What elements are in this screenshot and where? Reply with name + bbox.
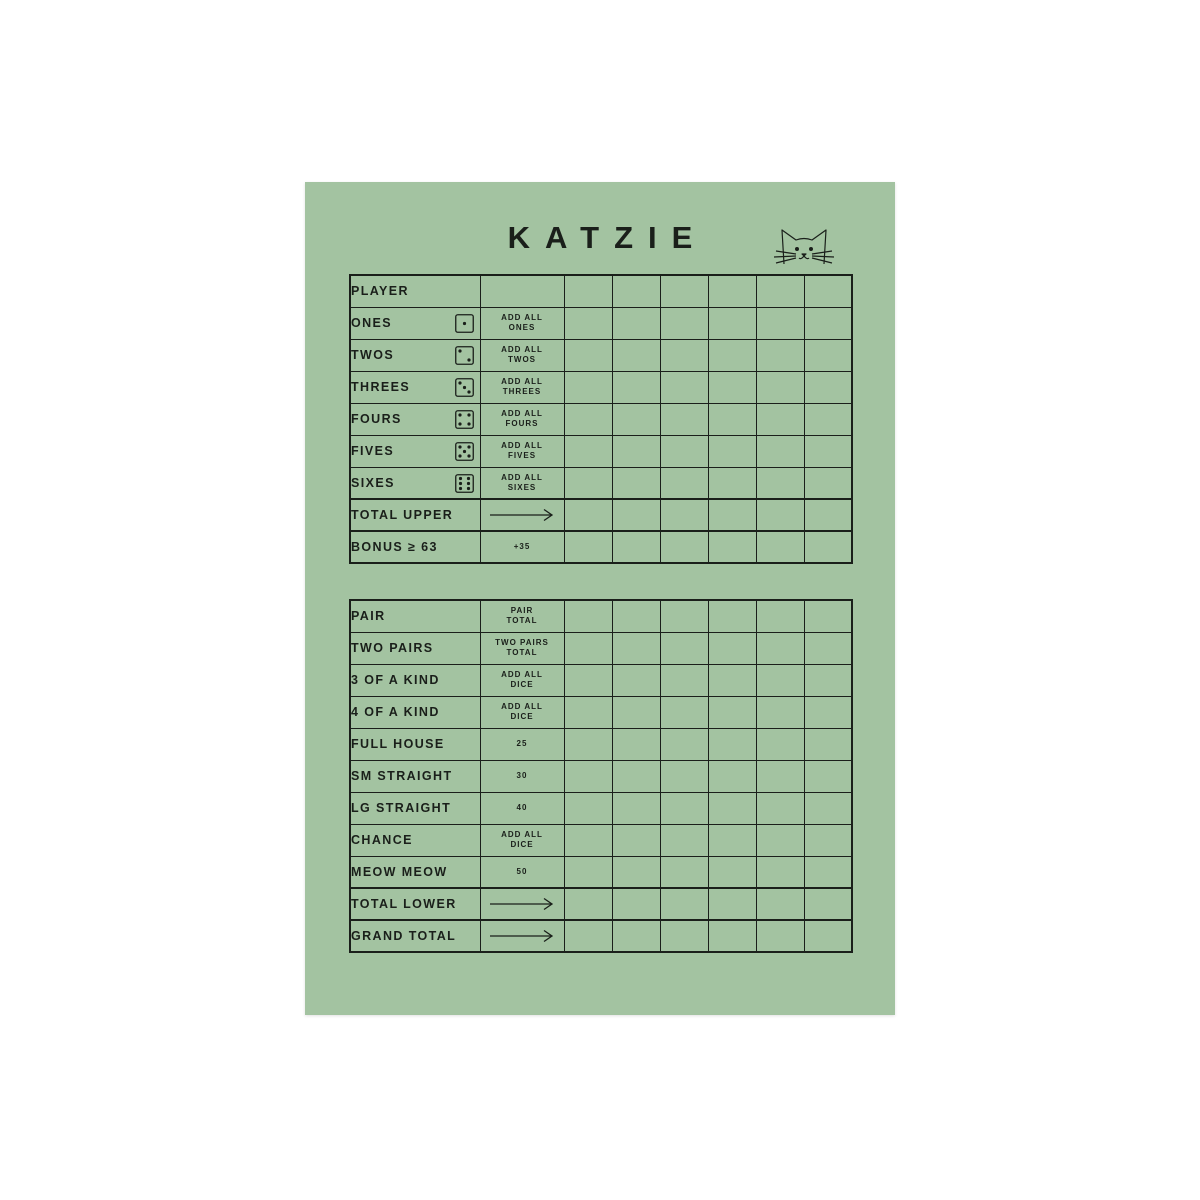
score-cell[interactable] [756, 499, 804, 531]
score-row-chance [350, 824, 852, 856]
score-cell[interactable] [756, 371, 804, 403]
score-row-sm-straight [350, 760, 852, 792]
row-label [350, 467, 480, 499]
score-cell[interactable] [612, 728, 660, 760]
row-label [350, 888, 480, 920]
row-label-text: BONUS ≥ 63 [351, 540, 438, 554]
arrow-cell [480, 888, 564, 920]
score-cell[interactable] [756, 435, 804, 467]
score-row-bonus-63 [350, 531, 852, 563]
score-cell[interactable] [612, 435, 660, 467]
row-label-text: PLAYER [351, 284, 409, 299]
score-row-total-lower [350, 888, 852, 920]
score-cell[interactable] [756, 728, 804, 760]
score-cell[interactable] [612, 403, 660, 435]
score-cell[interactable] [756, 531, 804, 563]
row-label [350, 824, 480, 856]
score-cell[interactable] [612, 664, 660, 696]
score-cell[interactable] [564, 275, 612, 307]
score-cell[interactable] [660, 696, 708, 728]
row-label-text: SM STRAIGHT [351, 769, 453, 783]
scoring-rule: ADD ALL THREES [480, 371, 564, 403]
score-cell[interactable] [804, 664, 852, 696]
die-five-icon [455, 442, 474, 461]
score-cell[interactable] [708, 632, 756, 664]
score-cell[interactable] [564, 339, 612, 371]
score-cell[interactable] [708, 696, 756, 728]
score-cell[interactable] [564, 920, 612, 952]
scoring-rule: ADD ALL FIVES [480, 435, 564, 467]
scoring-rule: +35 [480, 531, 564, 563]
scoring-rule: 30 [480, 760, 564, 792]
score-cell[interactable] [756, 760, 804, 792]
die-three-icon [455, 378, 474, 397]
score-cell[interactable] [564, 888, 612, 920]
row-label [350, 760, 480, 792]
score-cell[interactable] [564, 760, 612, 792]
score-cell[interactable] [564, 371, 612, 403]
score-cell[interactable] [756, 403, 804, 435]
score-row-twos [350, 339, 852, 371]
score-cell[interactable] [564, 728, 612, 760]
score-cell[interactable] [564, 792, 612, 824]
row-label-text: SIXES [351, 475, 395, 490]
score-cell[interactable] [756, 467, 804, 499]
score-cell[interactable] [708, 920, 756, 952]
score-cell[interactable] [564, 696, 612, 728]
score-cell[interactable] [804, 307, 852, 339]
score-cell[interactable] [708, 824, 756, 856]
row-label-text: THREES [351, 380, 411, 394]
cat-face-icon [772, 220, 836, 274]
score-cell[interactable] [708, 371, 756, 403]
score-cell[interactable] [756, 600, 804, 632]
scorecard [305, 182, 895, 1015]
row-label-text: ONES [351, 316, 393, 330]
score-cell[interactable] [564, 824, 612, 856]
die-six-icon [455, 474, 474, 493]
row-label-text: TWO PAIRS [351, 641, 434, 655]
row-label [350, 531, 480, 563]
row-label-text: CHANCE [351, 833, 413, 847]
row-label [350, 728, 480, 760]
score-cell[interactable] [804, 792, 852, 824]
score-cell[interactable] [756, 920, 804, 952]
score-row-3-of-a-kind [350, 664, 852, 696]
score-cell[interactable] [756, 664, 804, 696]
score-cell[interactable] [612, 499, 660, 531]
score-cell[interactable] [612, 531, 660, 563]
score-cell[interactable] [660, 888, 708, 920]
score-cell[interactable] [804, 275, 852, 307]
scoring-rule: ADD ALL DICE [480, 664, 564, 696]
score-cell[interactable] [804, 403, 852, 435]
score-row-ones [350, 307, 852, 339]
score-cell[interactable] [612, 888, 660, 920]
score-cell[interactable] [708, 728, 756, 760]
score-cell[interactable] [660, 531, 708, 563]
score-cell[interactable] [804, 600, 852, 632]
row-label [350, 920, 480, 952]
upper-section-table [349, 274, 853, 564]
scoring-rule: TWO PAIRS TOTAL [480, 632, 564, 664]
score-cell[interactable] [612, 920, 660, 952]
score-cell[interactable] [660, 467, 708, 499]
scoring-rule: ADD ALL FOURS [480, 403, 564, 435]
die-one-icon [455, 314, 474, 333]
score-row-full-house [350, 728, 852, 760]
row-label-text: TOTAL UPPER [351, 508, 454, 522]
score-cell[interactable] [708, 760, 756, 792]
score-cell[interactable] [756, 888, 804, 920]
score-cell[interactable] [612, 600, 660, 632]
score-cell[interactable] [660, 760, 708, 792]
die-four-icon [455, 410, 474, 429]
score-cell[interactable] [564, 403, 612, 435]
score-cell[interactable] [564, 467, 612, 499]
score-cell[interactable] [804, 467, 852, 499]
row-label-text: FIVES [351, 444, 395, 458]
row-label [350, 792, 480, 824]
row-label [350, 403, 480, 435]
row-label [350, 339, 480, 371]
score-cell[interactable] [564, 664, 612, 696]
score-cell[interactable] [756, 339, 804, 371]
score-row-lg-straight [350, 792, 852, 824]
score-cell[interactable] [564, 531, 612, 563]
row-label [350, 664, 480, 696]
score-cell[interactable] [660, 307, 708, 339]
row-label-text: LG STRAIGHT [351, 801, 452, 815]
score-cell[interactable] [612, 856, 660, 888]
score-cell[interactable] [660, 632, 708, 664]
score-cell[interactable] [660, 664, 708, 696]
scoring-rule: 25 [480, 728, 564, 760]
score-cell[interactable] [612, 792, 660, 824]
score-row-4-of-a-kind [350, 696, 852, 728]
row-label-text: TWOS [351, 348, 395, 362]
score-cell[interactable] [804, 920, 852, 952]
score-cell[interactable] [804, 856, 852, 888]
score-cell[interactable] [660, 499, 708, 531]
scoring-rule: ADD ALL DICE [480, 824, 564, 856]
score-cell[interactable] [756, 856, 804, 888]
score-cell[interactable] [708, 888, 756, 920]
score-cell[interactable] [660, 403, 708, 435]
score-row-total-upper [350, 499, 852, 531]
row-label-text: FULL HOUSE [351, 737, 445, 751]
row-label-text: PAIR [351, 609, 386, 624]
score-row-meow-meow [350, 856, 852, 888]
score-cell[interactable] [708, 275, 756, 307]
score-cell[interactable] [660, 339, 708, 371]
score-cell[interactable] [708, 307, 756, 339]
score-cell[interactable] [804, 632, 852, 664]
die-two-icon [455, 346, 474, 365]
score-row-grand-total [350, 920, 852, 952]
score-cell[interactable] [804, 499, 852, 531]
score-cell[interactable] [804, 696, 852, 728]
score-cell[interactable] [612, 824, 660, 856]
score-cell[interactable] [756, 824, 804, 856]
score-cell[interactable] [756, 696, 804, 728]
score-cell[interactable] [708, 403, 756, 435]
score-cell[interactable] [708, 600, 756, 632]
game-title: KATZIE [507, 220, 708, 255]
row-label [350, 499, 480, 531]
row-label-text: GRAND TOTAL [351, 929, 457, 943]
score-cell[interactable] [756, 792, 804, 824]
row-label-text: 4 OF A KIND [351, 705, 440, 719]
score-cell[interactable] [612, 760, 660, 792]
row-label-text: TOTAL LOWER [351, 897, 457, 911]
arrow-right-icon [489, 929, 555, 943]
score-cell[interactable] [564, 499, 612, 531]
score-cell[interactable] [708, 467, 756, 499]
scoring-rule: ADD ALL TWOS [480, 339, 564, 371]
score-cell[interactable] [564, 632, 612, 664]
arrow-cell [480, 499, 564, 531]
score-cell[interactable] [804, 728, 852, 760]
score-cell[interactable] [756, 275, 804, 307]
score-cell[interactable] [564, 600, 612, 632]
row-label-text: 3 OF A KIND [351, 673, 440, 687]
score-cell[interactable] [660, 371, 708, 403]
score-cell[interactable] [564, 435, 612, 467]
score-row-two-pairs [350, 632, 852, 664]
score-cell[interactable] [660, 920, 708, 952]
score-cell[interactable] [612, 632, 660, 664]
score-cell[interactable] [612, 371, 660, 403]
lower-section-table [349, 599, 853, 953]
score-cell[interactable] [708, 499, 756, 531]
score-cell[interactable] [708, 856, 756, 888]
row-label [350, 435, 480, 467]
score-cell[interactable] [804, 435, 852, 467]
score-cell[interactable] [660, 435, 708, 467]
score-cell[interactable] [708, 435, 756, 467]
row-label [350, 632, 480, 664]
score-row-fours [350, 403, 852, 435]
score-cell[interactable] [804, 531, 852, 563]
score-cell[interactable] [756, 632, 804, 664]
scoring-rule: 50 [480, 856, 564, 888]
row-label [350, 371, 480, 403]
score-cell[interactable] [708, 792, 756, 824]
score-cell[interactable] [612, 275, 660, 307]
score-cell[interactable] [708, 339, 756, 371]
row-label [350, 696, 480, 728]
scoring-rule: ADD ALL SIXES [480, 467, 564, 499]
row-label-text: FOURS [351, 412, 402, 426]
score-row-fives [350, 435, 852, 467]
scoring-rule [480, 275, 564, 307]
score-cell[interactable] [564, 856, 612, 888]
scoring-rule: PAIR TOTAL [480, 600, 564, 632]
score-cell[interactable] [708, 664, 756, 696]
score-cell[interactable] [804, 371, 852, 403]
score-row-sixes [350, 467, 852, 499]
row-label [350, 275, 480, 307]
score-cell[interactable] [804, 824, 852, 856]
score-cell[interactable] [804, 760, 852, 792]
score-cell[interactable] [660, 856, 708, 888]
score-row-pair [350, 600, 852, 632]
scoring-rule: ADD ALL DICE [480, 696, 564, 728]
score-cell[interactable] [756, 307, 804, 339]
row-label-text: MEOW MEOW [351, 864, 448, 879]
scoring-rule: ADD ALL ONES [480, 307, 564, 339]
score-cell[interactable] [660, 600, 708, 632]
arrow-right-icon [489, 508, 555, 522]
score-cell[interactable] [612, 696, 660, 728]
score-row-player [350, 275, 852, 307]
arrow-right-icon [489, 897, 555, 911]
score-cell[interactable] [708, 531, 756, 563]
scoring-rule: 40 [480, 792, 564, 824]
score-cell[interactable] [612, 467, 660, 499]
score-cell[interactable] [660, 792, 708, 824]
score-row-threes [350, 371, 852, 403]
score-cell[interactable] [804, 888, 852, 920]
score-cell[interactable] [612, 339, 660, 371]
score-cell[interactable] [612, 307, 660, 339]
row-label [350, 600, 480, 632]
score-cell[interactable] [660, 824, 708, 856]
score-cell[interactable] [660, 275, 708, 307]
row-label [350, 856, 480, 888]
arrow-cell [480, 920, 564, 952]
score-cell[interactable] [660, 728, 708, 760]
score-cell[interactable] [564, 307, 612, 339]
row-label [350, 307, 480, 339]
score-cell[interactable] [804, 339, 852, 371]
